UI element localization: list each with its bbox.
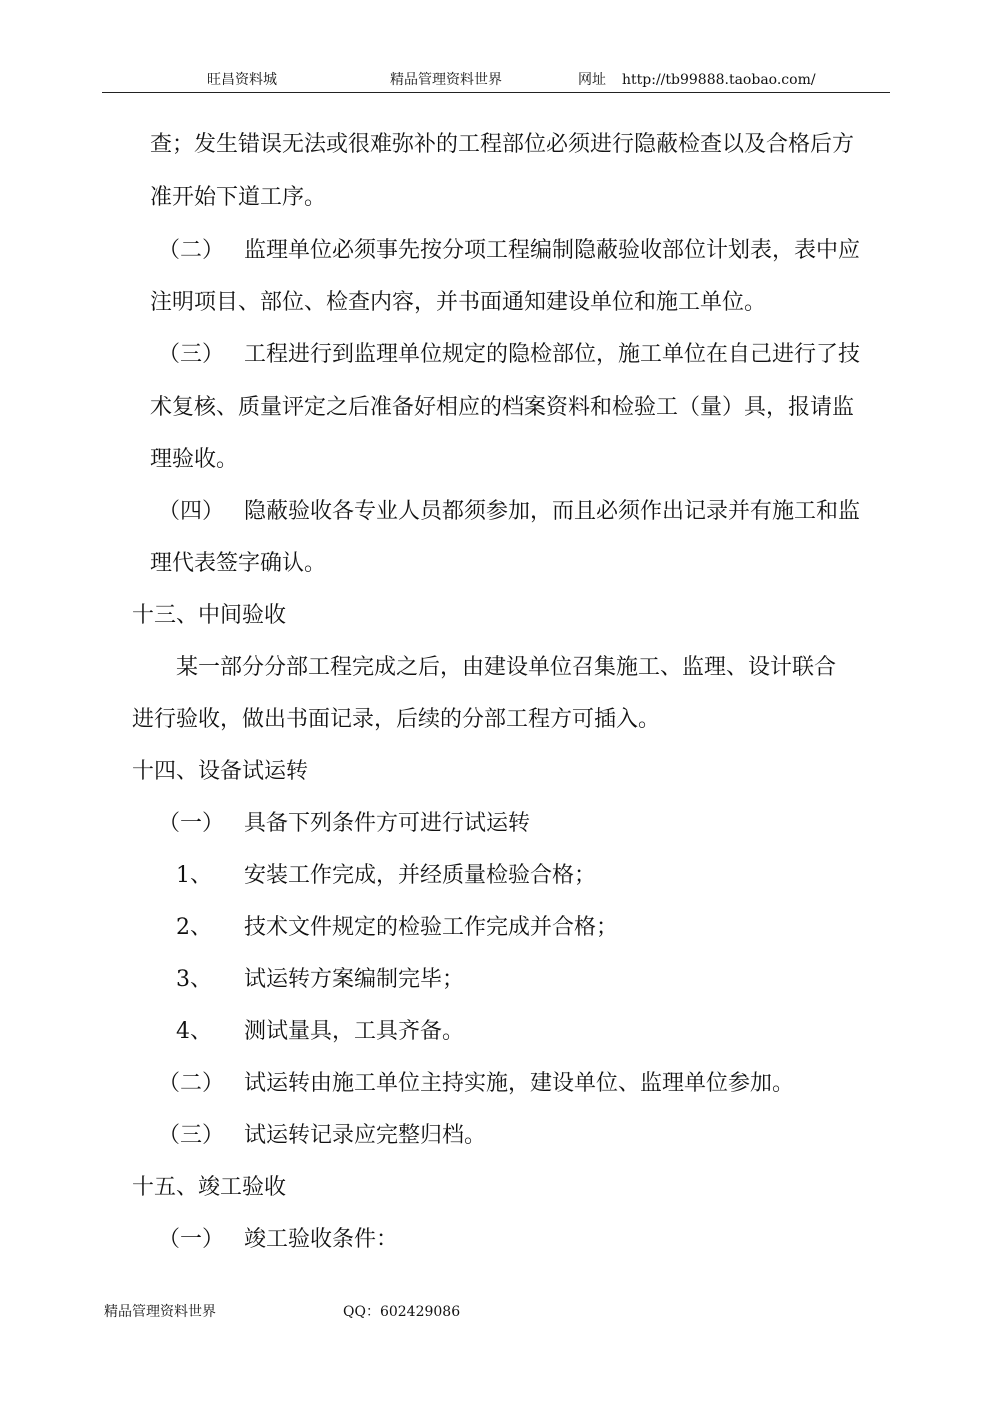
- item-number: 2、: [176, 915, 212, 940]
- item-number: （三）: [158, 342, 225, 367]
- header-site-name: 旺昌资料城: [207, 72, 277, 88]
- list-item: 具备下列条件方可进行试运转: [244, 811, 531, 836]
- list-item: 安装工作完成，并经质量检验合格；: [244, 863, 597, 888]
- paragraph-line: 隐蔽验收各专业人员都须参加，而且必须作出记录并有施工和监: [244, 499, 861, 524]
- list-item: 竣工验收条件：: [244, 1227, 399, 1252]
- item-number: （一）: [158, 1227, 225, 1252]
- paragraph-line: 监理单位必须事先按分项工程编制隐蔽验收部位计划表，表中应: [244, 238, 861, 263]
- paragraph-line: 理代表签字确认。: [150, 551, 327, 576]
- paragraph-line: 某一部分分部工程完成之后，由建设单位召集施工、监理、设计联合: [176, 655, 837, 680]
- header-center-title: 精品管理资料世界: [390, 72, 502, 88]
- paragraph-line: 准开始下道工序。: [150, 185, 327, 210]
- list-item: 试运转记录应完整归档。: [244, 1123, 487, 1148]
- paragraph-line: 术复核、质量评定之后准备好相应的档案资料和检验工（量）具，报请监: [150, 395, 855, 420]
- header-rule: [102, 92, 890, 93]
- header-url: http://tb99888.taobao.com/: [622, 72, 816, 88]
- list-item: 技术文件规定的检验工作完成并合格；: [244, 915, 619, 940]
- item-number: 3、: [176, 967, 212, 992]
- paragraph-line: 进行验收，做出书面记录，后续的分部工程方可插入。: [132, 707, 661, 732]
- item-number: （一）: [158, 811, 225, 836]
- paragraph-line: 工程进行到监理单位规定的隐检部位，施工单位在自己进行了技: [244, 342, 861, 367]
- list-item: 测试量具，工具齐备。: [244, 1019, 465, 1044]
- footer-qq: QQ：602429086: [343, 1304, 461, 1320]
- item-number: （二）: [158, 1071, 225, 1096]
- footer-site-name: 精品管理资料世界: [104, 1304, 216, 1320]
- paragraph-line: 理验收。: [150, 447, 239, 472]
- item-number: 1、: [176, 863, 212, 888]
- paragraph-line: 查；发生错误无法或很难弥补的工程部位必须进行隐蔽检查以及合格后方: [150, 132, 855, 157]
- section-heading: 十五、竣工验收: [132, 1175, 287, 1200]
- list-item: 试运转由施工单位主持实施，建设单位、监理单位参加。: [244, 1071, 795, 1096]
- item-number: （四）: [158, 499, 225, 524]
- item-number: （二）: [158, 238, 225, 263]
- item-number: 4、: [176, 1019, 212, 1044]
- section-heading: 十三、中间验收: [132, 603, 287, 628]
- section-heading: 十四、设备试运转: [132, 759, 309, 784]
- list-item: 试运转方案编制完毕；: [244, 967, 465, 992]
- header-url-label: 网址: [578, 72, 606, 88]
- item-number: （三）: [158, 1123, 225, 1148]
- paragraph-line: 注明项目、部位、检查内容，并书面通知建设单位和施工单位。: [150, 290, 767, 315]
